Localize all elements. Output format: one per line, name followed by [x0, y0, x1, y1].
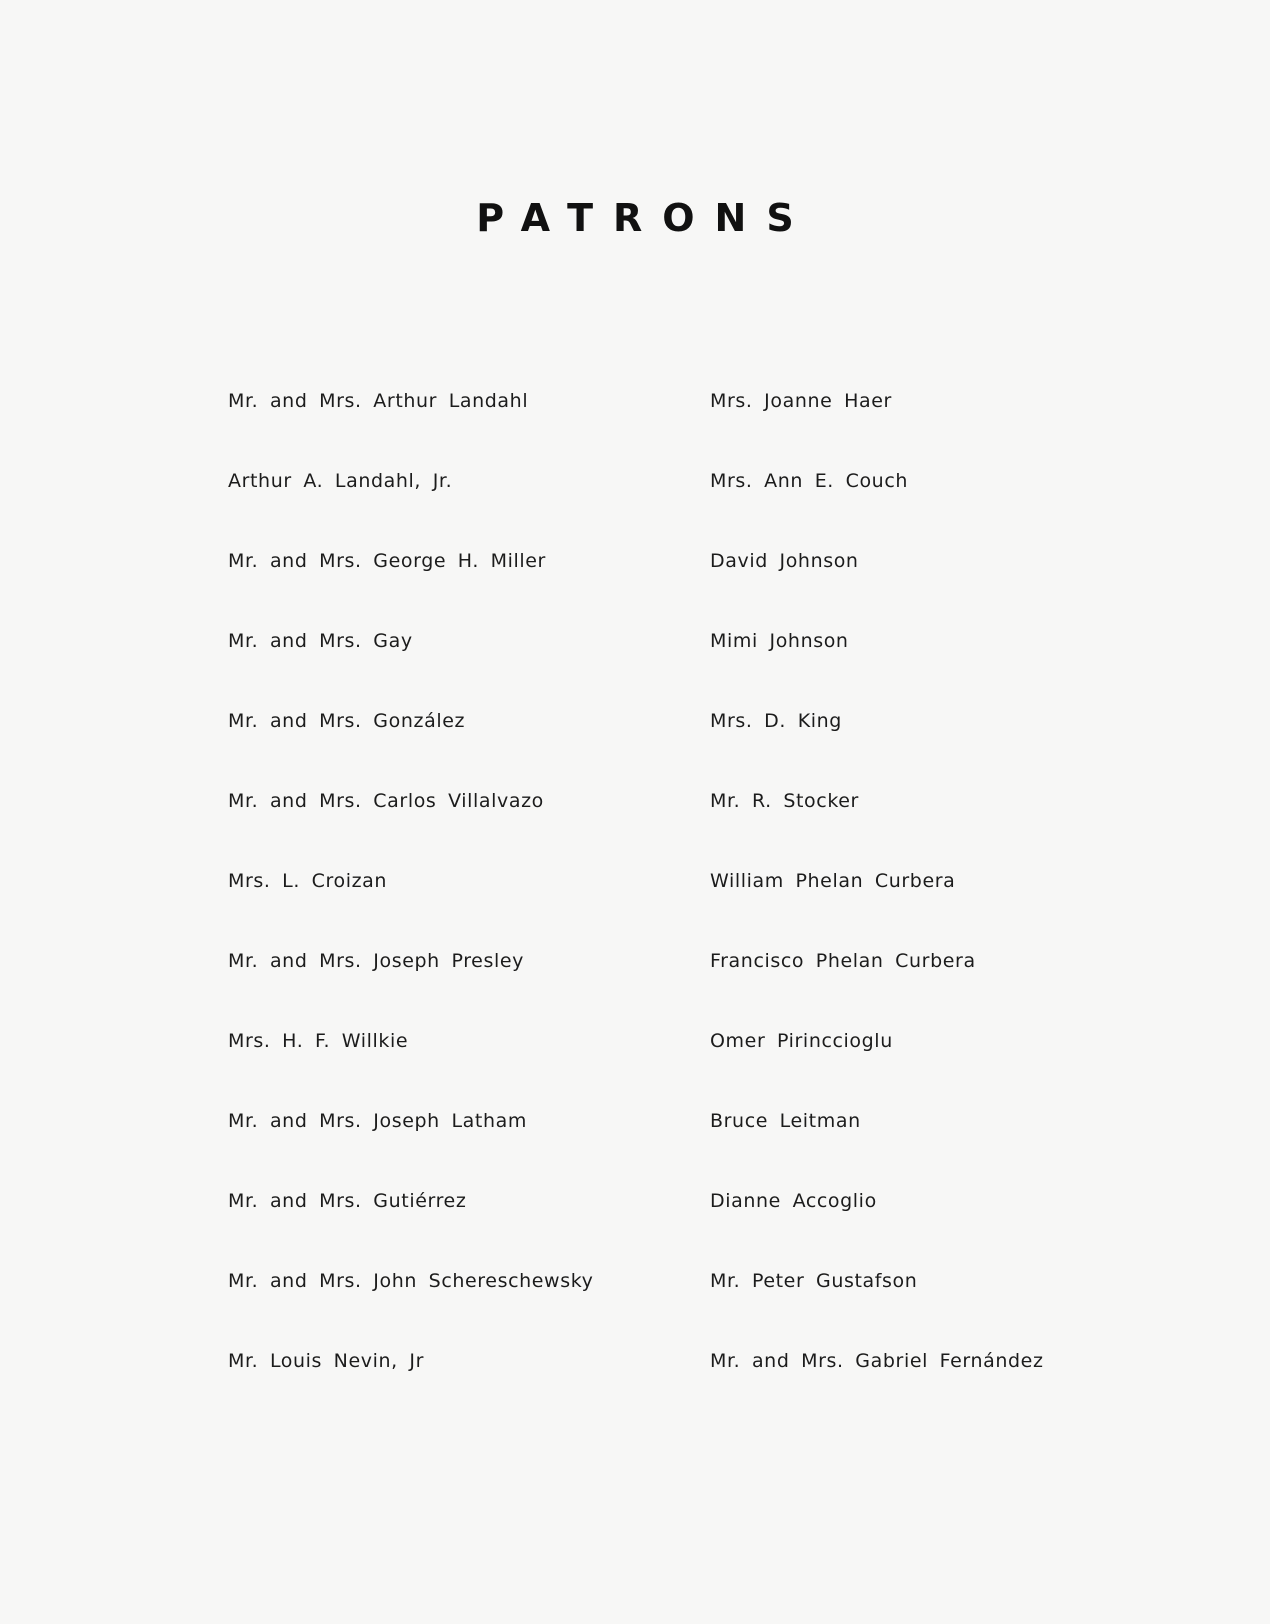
patron-name: William Phelan Curbera	[710, 870, 956, 892]
patron-name: Omer Pirinccioglu	[710, 1030, 893, 1052]
patron-name: Mr. R. Stocker	[710, 790, 859, 812]
patron-name: Mr. and Mrs. González	[228, 710, 466, 732]
patron-name: Mr. and Mrs. Joseph Presley	[228, 950, 524, 972]
patron-name: Mrs. Joanne Haer	[710, 390, 892, 412]
patron-name: Mr. and Mrs. Gabriel Fernández	[710, 1350, 1044, 1372]
patron-name: Bruce Leitman	[710, 1110, 861, 1132]
patron-name: Mr. and Mrs. Gay	[228, 630, 413, 652]
patron-name: Dianne Accoglio	[710, 1190, 877, 1212]
patron-name: Mr. and Mrs. George H. Miller	[228, 550, 546, 572]
patron-name: Mrs. L. Croizan	[228, 870, 388, 892]
page-title: PATRONS	[476, 196, 814, 240]
patron-name: Arthur A. Landahl, Jr.	[228, 470, 453, 492]
patron-name: Mr. Peter Gustafson	[710, 1270, 918, 1292]
patron-name: Mr. Louis Nevin, Jr	[228, 1350, 425, 1372]
patrons-left-column	[228, 390, 593, 1430]
patron-name: Francisco Phelan Curbera	[710, 950, 976, 972]
patron-name: Mrs. D. King	[710, 710, 842, 732]
patron-name: Mrs. Ann E. Couch	[710, 470, 909, 492]
patron-name: Mrs. H. F. Willkie	[228, 1030, 409, 1052]
patron-name: Mr. and Mrs. Carlos Villalvazo	[228, 790, 544, 812]
patron-name: Mr. and Mrs. Gutiérrez	[228, 1190, 467, 1212]
patron-name: Mr. and Mrs. Joseph Latham	[228, 1110, 527, 1132]
patron-name: Mimi Johnson	[710, 630, 849, 652]
patrons-right-column	[710, 390, 1044, 1430]
patron-name: David Johnson	[710, 550, 859, 572]
patron-name: Mr. and Mrs. John Schereschewsky	[228, 1270, 594, 1292]
patron-name: Mr. and Mrs. Arthur Landahl	[228, 390, 529, 412]
